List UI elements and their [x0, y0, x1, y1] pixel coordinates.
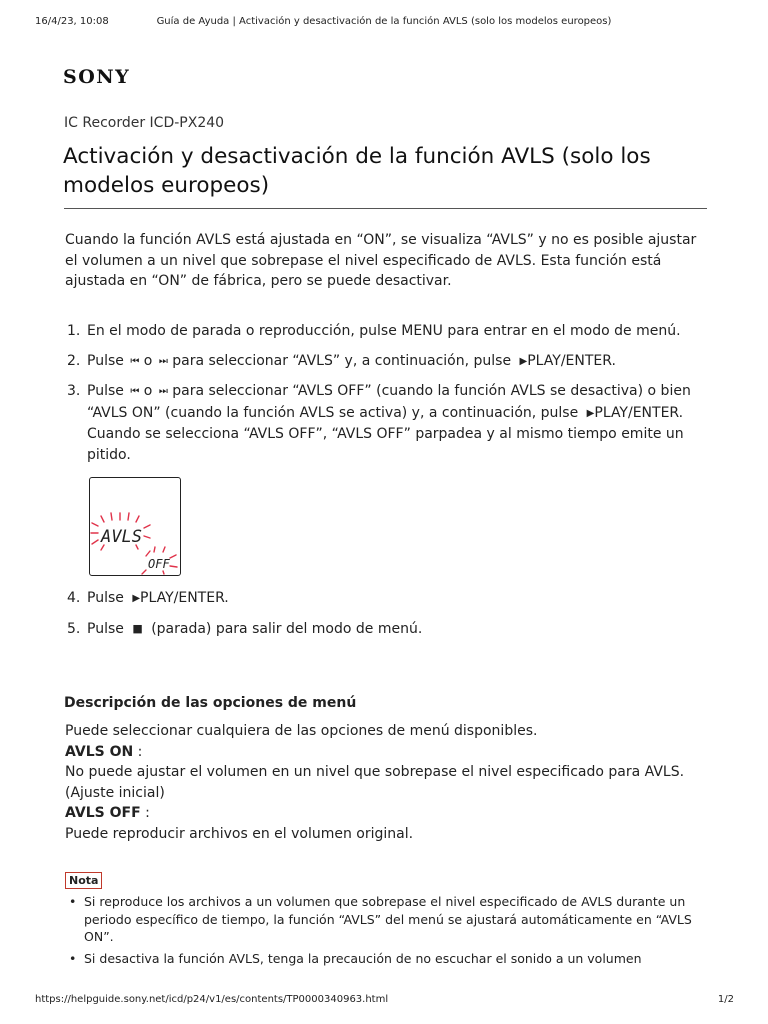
step-number: 3.	[67, 383, 81, 399]
step-text: PLAY/ENTER.	[594, 404, 684, 421]
steps-list	[65, 321, 715, 639]
next-track-icon: ⏭	[158, 386, 166, 397]
lcd-display-illustration	[89, 477, 181, 576]
previous-track-icon: ⏮	[130, 386, 138, 397]
options-intro: Puede seleccionar cualquiera de las opciones de menú disponibles.	[65, 723, 538, 739]
play-icon: ▶	[132, 593, 141, 604]
step-text: Pulse	[87, 383, 124, 399]
step-text: para seleccionar “AVLS OFF” (cuando la función AVLS se desactiva) o bien “AVLS ON” (cuando la función AVLS se activa) y, a continuación, pulse	[87, 383, 691, 421]
option-label: AVLS ON	[65, 743, 134, 760]
step-text: Pulse	[87, 620, 124, 637]
previous-track-icon: ⏮	[130, 355, 138, 367]
step-text: para seleccionar “AVLS” y, a continuación, pulse	[172, 352, 512, 369]
step-4	[65, 588, 715, 610]
step-text: Pulse	[87, 590, 124, 606]
step-text: Pulse	[87, 352, 124, 369]
notes-list	[66, 893, 706, 971]
step-1	[65, 321, 715, 342]
step-number: 4.	[67, 590, 81, 606]
note-badge: Nota	[65, 872, 102, 889]
play-icon: ▶	[519, 355, 528, 367]
step-note: Cuando se selecciona “AVLS OFF”, “AVLS OFF” parpadea y al mismo tiempo emite un pitido.	[87, 426, 684, 463]
options-heading: Descripción de las opciones de menú	[64, 695, 357, 711]
step-text: o	[143, 383, 153, 399]
lcd-blink-graphic	[90, 478, 180, 575]
step-text: PLAY/ENTER.	[140, 590, 229, 606]
print-header-title: Guía de Ayuda | Activación y desactivación de la función AVLS (solo los modelos europeos)	[156, 16, 612, 27]
print-date: 16/4/23, 10:08	[35, 16, 109, 27]
option-avls-on	[65, 742, 705, 763]
step-5	[65, 619, 715, 640]
lcd-line-2: OFF	[148, 557, 170, 571]
option-separator: :	[133, 743, 143, 760]
options-description	[65, 721, 705, 844]
step-text: PLAY/ENTER.	[527, 352, 616, 369]
option-avls-off	[65, 803, 705, 824]
option-description: No puede ajustar el volumen en un nivel que sobrepase el nivel especificado para AVLS.	[65, 764, 685, 780]
step-number: 1.	[67, 323, 81, 339]
step-text: (parada) para salir del modo de menú.	[151, 620, 423, 637]
step-3	[65, 381, 715, 576]
lcd-line-1: AVLS	[101, 527, 142, 547]
step-text: o	[143, 352, 153, 369]
step-2	[65, 351, 715, 373]
intro-paragraph: Cuando la función AVLS está ajustada en “ON”, se visualiza “AVLS” y no es posible ajustar el volumen a un nivel que sobrepase el nivel especificado de AVLS. Esta función está ajustada en “ON” de fábrica, pero se puede desactivar.	[65, 232, 697, 289]
next-track-icon: ⏭	[158, 355, 166, 367]
option-label: AVLS OFF	[65, 805, 141, 821]
option-separator: :	[140, 805, 150, 821]
option-note: (Ajuste inicial)	[65, 784, 165, 801]
sony-logo: SONY	[63, 66, 131, 88]
play-icon: ▶	[586, 407, 595, 419]
step-number: 2.	[67, 352, 81, 369]
option-description: Puede reproducir archivos en el volumen original.	[65, 825, 414, 842]
step-number: 5.	[67, 620, 81, 637]
print-footer-url: https://helpguide.sony.net/icd/p24/v1/es/contents/TP0000340963.html	[35, 994, 389, 1005]
note-item: • Si desactiva la función AVLS, tenga la precaución de no escuchar el sonido a un volumen	[66, 950, 706, 968]
page-number: 1/2	[717, 994, 734, 1005]
note-item: • Si reproduce los archivos a un volumen que sobrepase el nivel especificado de AVLS durante un periodo específico de tiempo, la función “AVLS” del menú se ajustará automáticamente en “AVLS ON”.	[66, 893, 706, 946]
product-name: IC Recorder ICD-PX240	[64, 115, 225, 131]
step-text: En el modo de parada o reproducción, pulse MENU para entrar en el modo de menú.	[87, 323, 681, 339]
title-divider	[64, 208, 707, 209]
page-title: Activación y desactivación de la función AVLS (solo los modelos europeos)	[63, 144, 651, 198]
stop-icon: ■	[132, 621, 143, 635]
